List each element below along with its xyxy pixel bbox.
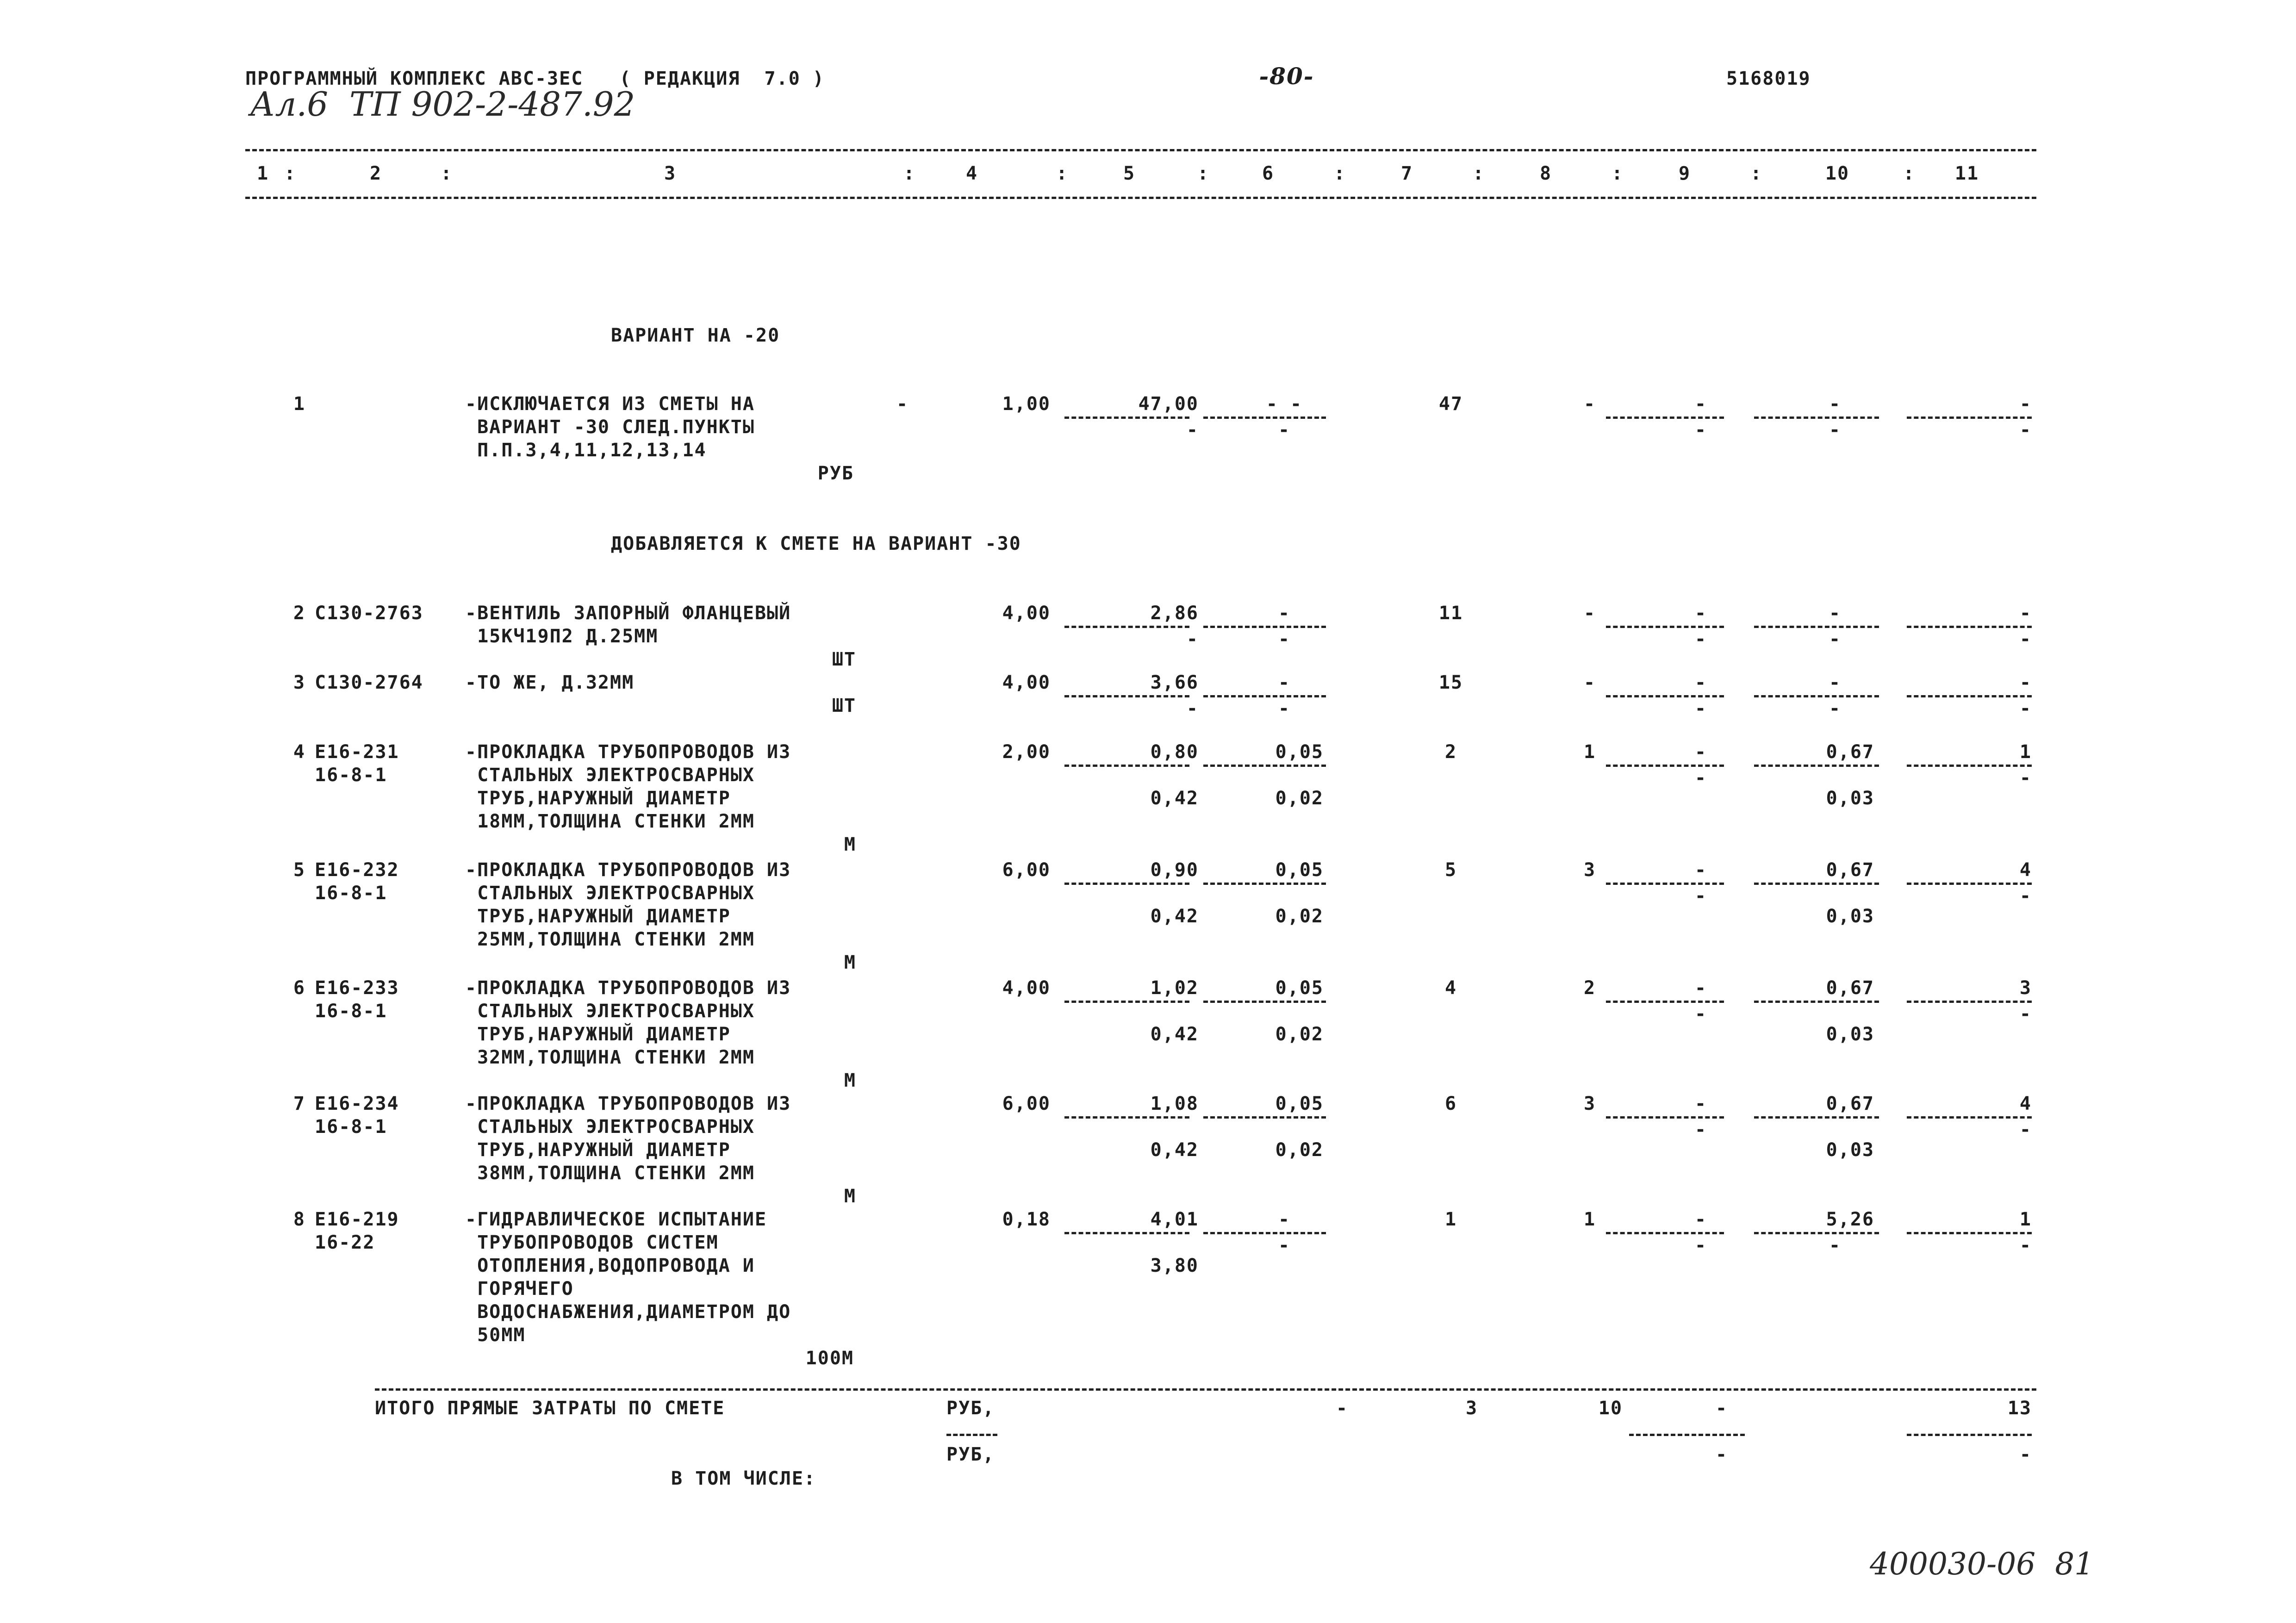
col10-value: 0,67 — [1826, 741, 1874, 763]
col8-value: 1 — [1583, 741, 1596, 763]
column-separator: : — [1473, 163, 1485, 184]
row-number: 5 — [293, 859, 305, 881]
row-number: 6 — [293, 977, 305, 999]
col6-wage: 0,02 — [1275, 906, 1324, 927]
header-top-rule — [245, 149, 2036, 151]
col6-total: 0,05 — [1275, 741, 1324, 763]
total-col8: 10 — [1598, 1398, 1623, 1419]
column-separator: : — [284, 163, 297, 184]
description-line: ОТОПЛЕНИЯ,ВОДОПРОВОДА И — [465, 1255, 755, 1276]
col10-rule — [1754, 883, 1879, 885]
col10-value: 0,67 — [1826, 859, 1874, 881]
col10-lower: 0,03 — [1826, 1024, 1874, 1045]
col11-value: - — [2019, 672, 2032, 693]
col7-value: 11 — [1438, 603, 1463, 624]
col9-value: - — [1694, 1209, 1707, 1230]
col7-value: 6 — [1444, 1093, 1457, 1114]
description-line: 18ММ,ТОЛЩИНА СТЕНКИ 2ММ — [465, 811, 755, 832]
col9-value: - — [1694, 603, 1707, 624]
col9-lower: - — [1694, 1235, 1707, 1256]
norm-reference: 16-22 — [315, 1232, 375, 1253]
col6-total: 0,05 — [1275, 859, 1324, 881]
col11-value: 4 — [2019, 1093, 2032, 1114]
col9-lower: - — [1694, 767, 1707, 789]
col9-value: - — [1694, 672, 1707, 693]
col8-value: - — [1583, 672, 1596, 693]
col5-wage: 3,80 — [1150, 1255, 1199, 1276]
total-col9-rule — [1629, 1434, 1745, 1436]
unit-of-measure: М — [844, 1186, 856, 1207]
column-header-8: 8 — [1539, 163, 1552, 184]
col11-lower: - — [2019, 1235, 2032, 1256]
total-col11: 13 — [2007, 1398, 2032, 1419]
col5-wage: - — [1186, 419, 1199, 441]
col9-value: - — [1694, 977, 1707, 999]
col5-total: 4,01 — [1150, 1209, 1199, 1230]
col5-total: 0,90 — [1150, 859, 1199, 881]
col6-total: 0,05 — [1275, 977, 1324, 999]
col5-wage: - — [1186, 628, 1199, 650]
col11-value: 4 — [2019, 859, 2032, 881]
col9-value: - — [1694, 1093, 1707, 1114]
col4-quantity: 6,00 — [1002, 859, 1051, 881]
col10-value: 5,26 — [1826, 1209, 1874, 1230]
col10-value: - — [1829, 672, 1842, 693]
header-bottom-rule — [245, 197, 2036, 199]
description-line: -ПРОКЛАДКА ТРУБОПРОВОДОВ ИЗ — [465, 741, 791, 763]
price-code: Е16-219 — [315, 1209, 399, 1230]
unit-of-measure: М — [844, 834, 856, 855]
description-line: -ТО ЖЕ, Д.32ММ — [465, 672, 635, 693]
col9-value: - — [1694, 741, 1707, 763]
col11-value: 1 — [2019, 741, 2032, 763]
col6-total: - — [1278, 672, 1291, 693]
col6-wage: 0,02 — [1275, 1024, 1324, 1045]
price-code: С130-2764 — [315, 672, 423, 693]
description-line: 25ММ,ТОЛЩИНА СТЕНКИ 2ММ — [465, 929, 755, 950]
col10-lower: - — [1829, 698, 1842, 719]
col4-quantity: 4,00 — [1002, 603, 1051, 624]
col5-rule — [1064, 765, 1189, 767]
price-code: Е16-233 — [315, 977, 399, 999]
description-line: СТАЛЬНЫХ ЭЛЕКТРОСВАРНЫХ — [465, 883, 755, 904]
col7-value: 2 — [1444, 741, 1457, 763]
col10-rule — [1754, 1116, 1879, 1119]
col10-lower: 0,03 — [1826, 1139, 1874, 1161]
description-line: -ГИДРАВЛИЧЕСКОЕ ИСПЫТАНИЕ — [465, 1209, 767, 1230]
col11-lower: - — [2019, 1119, 2032, 1140]
col7-value: 5 — [1444, 859, 1457, 881]
column-header-9: 9 — [1678, 163, 1691, 184]
col5-total: 1,02 — [1150, 977, 1199, 999]
col6-wage: 0,02 — [1275, 788, 1324, 809]
description-line: -ПРОКЛАДКА ТРУБОПРОВОДОВ ИЗ — [465, 977, 791, 999]
col10-lower: - — [1829, 419, 1842, 441]
description-line: ТРУБОПРОВОДОВ СИСТЕМ — [465, 1232, 719, 1253]
col8-value: - — [1583, 393, 1596, 415]
unit-of-measure: РУБ — [817, 463, 854, 484]
column-header-5: 5 — [1123, 163, 1136, 184]
col6-total: - — [1278, 603, 1291, 624]
col10-value: 0,67 — [1826, 1093, 1874, 1114]
description-line: ГОРЯЧЕГО — [465, 1278, 574, 1300]
total-unit-rule — [946, 1434, 997, 1436]
col4-quantity: 4,00 — [1002, 977, 1051, 999]
column-separator: : — [1903, 163, 1916, 184]
col5-rule — [1064, 883, 1189, 885]
row-number: 3 — [293, 672, 305, 693]
description-line: П.П.3,4,11,12,13,14 — [465, 440, 707, 461]
total-col11-lower: - — [2019, 1444, 2032, 1465]
col6-wage: - — [1278, 628, 1291, 650]
total-col9: - — [1715, 1398, 1728, 1419]
total-unit-2: РУБ, — [946, 1444, 995, 1465]
totals-rule — [375, 1388, 2036, 1391]
col6-rule — [1203, 883, 1326, 885]
col5-wage: 0,42 — [1150, 906, 1199, 927]
col5-rule — [1064, 1116, 1189, 1119]
col11-value: 3 — [2019, 977, 2032, 999]
col5-total: 47,00 — [1138, 393, 1199, 415]
col11-value: - — [2019, 393, 2032, 415]
program-header: ПРОГРАММНЫЙ КОМПЛЕКС АВС-ЗЕС ( РЕДАКЦИЯ 7.0 ) — [245, 68, 825, 89]
col9-value: - — [1694, 393, 1707, 415]
norm-reference: 16-8-1 — [315, 1001, 387, 1022]
col5-wage: - — [1186, 698, 1199, 719]
col5-total: 2,86 — [1150, 603, 1199, 624]
description-line: ТРУБ,НАРУЖНЫЙ ДИАМЕТР — [465, 1024, 731, 1045]
col6-rule — [1203, 765, 1326, 767]
col6-rule — [1203, 1001, 1326, 1003]
col8-value: - — [1583, 603, 1596, 624]
col11-value: 1 — [2019, 1209, 2032, 1230]
description-line: -ИСКЛЮЧАЕТСЯ ИЗ СМЕТЫ НА — [465, 393, 755, 415]
total-unit-1: РУБ, — [946, 1398, 995, 1419]
page-number: -80- — [1259, 62, 1314, 90]
col11-lower: - — [2019, 628, 2032, 650]
col5-total: 0,80 — [1150, 741, 1199, 763]
description-line: ВОДОСНАБЖЕНИЯ,ДИАМЕТРОМ ДО — [465, 1301, 791, 1323]
col4-quantity: 4,00 — [1002, 672, 1051, 693]
column-header-7: 7 — [1400, 163, 1413, 184]
description-line: ВАРИАНТ -30 СЛЕД.ПУНКТЫ — [465, 417, 755, 438]
description-line: -ПРОКЛАДКА ТРУБОПРОВОДОВ ИЗ — [465, 859, 791, 881]
description-line: СТАЛЬНЫХ ЭЛЕКТРОСВАРНЫХ — [465, 1116, 755, 1138]
col9-lower: - — [1694, 1003, 1707, 1025]
col10-value: - — [1829, 603, 1842, 624]
section-added-title: ДОБАВЛЯЕТСЯ К СМЕТЕ НА ВАРИАНТ -30 — [611, 533, 1021, 554]
col6-wage: - — [1278, 1235, 1291, 1256]
col7-value: 15 — [1438, 672, 1463, 693]
column-separator: : — [1056, 163, 1069, 184]
unit-of-measure: ШТ — [832, 695, 856, 716]
description-line: ТРУБ,НАРУЖНЫЙ ДИАМЕТР — [465, 1139, 731, 1161]
total-col7: 3 — [1465, 1398, 1478, 1419]
unit-of-measure: М — [844, 952, 856, 973]
col11-lower: - — [2019, 419, 2032, 441]
col9-lower: - — [1694, 1119, 1707, 1140]
description-line: 38ММ,ТОЛЩИНА СТЕНКИ 2ММ — [465, 1163, 755, 1184]
col4-quantity: 0,18 — [1002, 1209, 1051, 1230]
col6-wage: - — [1278, 698, 1291, 719]
col8-value: 2 — [1583, 977, 1596, 999]
norm-reference: 16-8-1 — [315, 883, 387, 904]
description-line: -ПРОКЛАДКА ТРУБОПРОВОДОВ ИЗ — [465, 1093, 791, 1114]
unit-of-measure: М — [844, 1070, 856, 1091]
column-header-10: 10 — [1825, 163, 1850, 184]
total-col11-rule — [1907, 1434, 2032, 1436]
total-col9-lower: - — [1715, 1444, 1728, 1465]
total-label: ИТОГО ПРЯМЫЕ ЗАТРАТЫ ПО СМЕТЕ — [375, 1398, 725, 1419]
col8-value: 3 — [1583, 1093, 1596, 1114]
col11-lower: - — [2019, 767, 2032, 789]
col4-quantity: 1,00 — [1002, 393, 1051, 415]
col4-quantity: 6,00 — [1002, 1093, 1051, 1114]
col7-value: 47 — [1438, 393, 1463, 415]
row-number: 7 — [293, 1093, 305, 1114]
col7-value: 1 — [1444, 1209, 1457, 1230]
column-separator: : — [441, 163, 453, 184]
col6-rule — [1203, 1116, 1326, 1119]
col5-rule — [1064, 1001, 1189, 1003]
col6-total: 0,05 — [1275, 1093, 1324, 1114]
col5-total: 3,66 — [1150, 672, 1199, 693]
column-separator: : — [1750, 163, 1763, 184]
col6-total: - - — [1266, 393, 1303, 415]
unit-of-measure: 100М — [805, 1348, 854, 1369]
description-line: 32ММ,ТОЛЩИНА СТЕНКИ 2ММ — [465, 1047, 755, 1068]
including-label: В ТОМ ЧИСЛЕ: — [671, 1468, 816, 1489]
column-separator: : — [1197, 163, 1210, 184]
col8-value: 1 — [1583, 1209, 1596, 1230]
description-line: СТАЛЬНЫХ ЭЛЕКТРОСВАРНЫХ — [465, 765, 755, 786]
col6-wage: - — [1278, 419, 1291, 441]
col6-total: - — [1278, 1209, 1291, 1230]
col10-value: 0,67 — [1826, 977, 1874, 999]
description-line: 15КЧ19П2 Д.25ММ — [465, 626, 659, 647]
col5-wage: 0,42 — [1150, 788, 1199, 809]
norm-reference: 16-8-1 — [315, 765, 387, 786]
column-separator: : — [1334, 163, 1346, 184]
handwritten-document-number: 400030-06 81 — [1870, 1546, 2094, 1582]
unit-of-measure: ШТ — [832, 649, 856, 670]
col5-wage: 0,42 — [1150, 1139, 1199, 1161]
col6-wage: 0,02 — [1275, 1139, 1324, 1161]
description-line: СТАЛЬНЫХ ЭЛЕКТРОСВАРНЫХ — [465, 1001, 755, 1022]
col10-lower: 0,03 — [1826, 788, 1874, 809]
row-number: 8 — [293, 1209, 305, 1230]
handwritten-reference: Ал.6 ТП 902-2-487.92 — [250, 85, 635, 124]
col11-value: - — [2019, 603, 2032, 624]
column-separator: : — [1612, 163, 1624, 184]
description-line: -ВЕНТИЛЬ ЗАПОРНЫЙ ФЛАНЦЕВЫЙ — [465, 603, 791, 624]
col9-lower: - — [1694, 698, 1707, 719]
col10-lower: - — [1829, 1235, 1842, 1256]
column-header-4: 4 — [965, 163, 978, 184]
row-number: 4 — [293, 741, 305, 763]
col9-lower: - — [1694, 885, 1707, 907]
col4-quantity: 2,00 — [1002, 741, 1051, 763]
col10-lower: 0,03 — [1826, 906, 1874, 927]
col5-total: 1,08 — [1150, 1093, 1199, 1114]
col7-value: 4 — [1444, 977, 1457, 999]
price-code: С130-2763 — [315, 603, 423, 624]
price-code: Е16-234 — [315, 1093, 399, 1114]
description-line: ТРУБ,НАРУЖНЫЙ ДИАМЕТР — [465, 906, 731, 927]
column-separator: : — [903, 163, 916, 184]
col9-value: - — [1694, 859, 1707, 881]
col8-value: 3 — [1583, 859, 1596, 881]
col10-rule — [1754, 1001, 1879, 1003]
column-header-3: 3 — [664, 163, 677, 184]
price-code: Е16-232 — [315, 859, 399, 881]
total-col6: - — [1336, 1398, 1349, 1419]
price-code: Е16-231 — [315, 741, 399, 763]
column-header-1: 1 — [256, 163, 269, 184]
col10-rule — [1754, 765, 1879, 767]
description-line: 50ММ — [465, 1325, 526, 1346]
document-code: 5168019 — [1726, 68, 1811, 89]
description-line: ТРУБ,НАРУЖНЫЙ ДИАМЕТР — [465, 788, 731, 809]
col4-dash: - — [896, 393, 909, 415]
col10-value: - — [1829, 393, 1842, 415]
col5-rule — [1064, 1232, 1189, 1234]
col11-lower: - — [2019, 698, 2032, 719]
col5-wage: 0,42 — [1150, 1024, 1199, 1045]
norm-reference: 16-8-1 — [315, 1116, 387, 1138]
col9-lower: - — [1694, 628, 1707, 650]
row-number: 1 — [293, 393, 305, 415]
column-header-2: 2 — [369, 163, 382, 184]
row-number: 2 — [293, 603, 305, 624]
col9-lower: - — [1694, 419, 1707, 441]
col11-lower: - — [2019, 1003, 2032, 1025]
col10-lower: - — [1829, 628, 1842, 650]
column-header-11: 11 — [1954, 163, 1979, 184]
column-header-6: 6 — [1262, 163, 1275, 184]
section-variant-title: ВАРИАНТ НА -20 — [611, 325, 780, 346]
col11-lower: - — [2019, 885, 2032, 907]
